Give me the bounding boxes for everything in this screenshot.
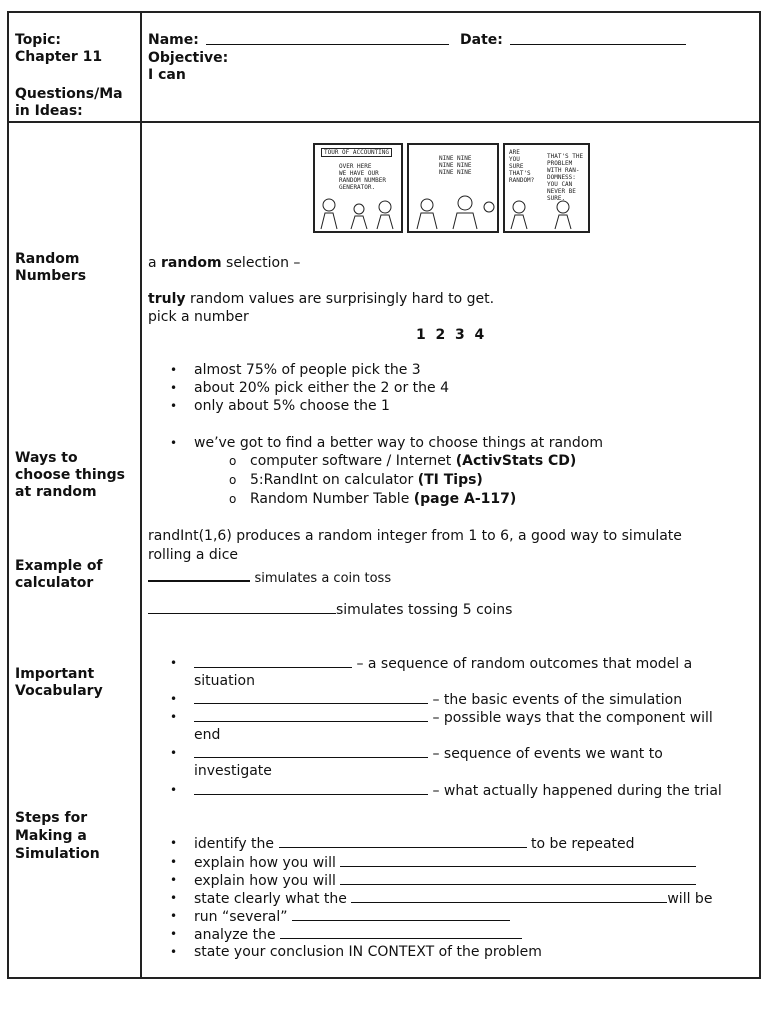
step-5: run “several” xyxy=(194,908,510,926)
step-6: analyze the xyxy=(194,926,522,944)
bullet-marker: • xyxy=(170,381,178,395)
section-steps-3: Simulation xyxy=(15,846,100,862)
bullet-marker: • xyxy=(170,909,178,923)
cartoon-speech-1: OVER HERE WE HAVE OUR RANDOM NUMBER GENERATOR. xyxy=(339,163,386,191)
objective-label: Objective: xyxy=(148,50,229,66)
cartoon-speech-2: NINE NINE NINE NINE NINE NINE xyxy=(439,155,472,176)
vocab-item-4-cont: investigate xyxy=(194,763,272,779)
section-ways-1: Ways to xyxy=(15,450,78,466)
cartoon-panel-1 xyxy=(313,143,403,233)
random-selection-line: a random selection – xyxy=(148,255,301,271)
cartoon-panel-2 xyxy=(407,143,499,233)
randint-line-1: randInt(1,6) produces a random integer from 1 to 6, a good way to simulate xyxy=(148,528,682,544)
bullet-marker: • xyxy=(170,783,178,797)
topic-value: Chapter 11 xyxy=(15,49,103,65)
cartoon-figures-2-icon xyxy=(409,185,497,231)
cartoon-panel-3 xyxy=(503,143,590,233)
pick-number-line: pick a number xyxy=(148,309,249,325)
ways-sub-2: 5:RandInt on calculator (TI Tips) xyxy=(250,472,483,488)
list-item: only about 5% choose the 1 xyxy=(194,398,390,414)
questions-label-1: Questions/Ma xyxy=(15,86,123,102)
truly-random-line: truly random values are surprisingly hard to get. xyxy=(148,291,495,307)
name-label: Name: xyxy=(148,32,199,48)
topic-label: Topic: xyxy=(15,32,62,48)
step-1: identify the to be repeated xyxy=(194,836,635,852)
bullet-marker: • xyxy=(170,656,178,670)
cartoon-speech-3b: THAT'S THE PROBLEM WITH RAN- DOMNESS: YOU CAN NEVER BE SURE. xyxy=(547,153,584,202)
column-divider xyxy=(140,11,142,979)
section-random-1: Random xyxy=(15,251,80,267)
bullet-marker: • xyxy=(170,945,178,959)
cartoon-figures-3-icon xyxy=(505,197,588,231)
section-ways-3: at random xyxy=(15,484,97,500)
ways-sub-3: Random Number Table (page A-117) xyxy=(250,491,517,507)
name-blank[interactable] xyxy=(206,32,449,50)
vocab-item-1: – a sequence of random outcomes that model a xyxy=(194,655,692,673)
section-steps-2: Making a xyxy=(15,828,87,844)
vocab-item-3-cont: end xyxy=(194,727,221,743)
vocab-item-2: – the basic events of the simulation xyxy=(194,691,682,709)
list-item: almost 75% of people pick the 3 xyxy=(194,362,421,378)
vocab-item-1-cont: situation xyxy=(194,673,255,689)
bullet-marker: • xyxy=(170,436,178,450)
step-3: explain how you will xyxy=(194,872,696,890)
randint-line-2: rolling a dice xyxy=(148,547,239,563)
section-vocab-1: Important xyxy=(15,666,95,682)
bullet-marker: • xyxy=(170,746,178,760)
step-2: explain how you will xyxy=(194,854,696,872)
i-can-label: I can xyxy=(148,67,186,83)
cartoon-caption: TOUR OF ACCOUNTING xyxy=(321,148,392,157)
list-item: about 20% pick either the 2 or the 4 xyxy=(194,380,450,396)
bullet-marker: • xyxy=(170,710,178,724)
bullet-marker: • xyxy=(170,836,178,850)
section-example-2: calculator xyxy=(15,575,94,591)
sub-marker: o xyxy=(229,454,237,468)
step-4: state clearly what the will be xyxy=(194,891,713,907)
section-example-1: Example of xyxy=(15,558,103,574)
vocab-item-4: – sequence of events we want to xyxy=(194,745,663,763)
coin-toss-line: simulates a coin toss xyxy=(148,568,391,587)
section-ways-2: choose things xyxy=(15,467,125,483)
section-vocab-2: Vocabulary xyxy=(15,683,103,699)
bullet-marker: • xyxy=(170,363,178,377)
ways-sub-1: computer software / Internet (ActivStats CD) xyxy=(250,453,577,469)
cartoon-speech-3a: ARE YOU SURE THAT'S RANDOM? xyxy=(509,149,535,184)
bullet-marker: • xyxy=(170,927,178,941)
numbers-1234: 1 2 3 4 xyxy=(416,327,485,343)
step-7: state your conclusion IN CONTEXT of the problem xyxy=(194,944,542,960)
questions-label-2: in Ideas: xyxy=(15,103,83,119)
vocab-item-3: – possible ways that the component will xyxy=(194,709,713,727)
date-label: Date: xyxy=(460,32,503,48)
date-blank[interactable] xyxy=(510,32,686,50)
section-steps-1: Steps for xyxy=(15,810,88,826)
cartoon-figures-1-icon xyxy=(315,193,401,231)
bullet-marker: • xyxy=(170,692,178,706)
ways-bullet: we’ve got to find a better way to choose things at random xyxy=(194,435,604,451)
bullet-marker: • xyxy=(170,855,178,869)
vocab-item-5: – what actually happened during the trial xyxy=(194,782,722,800)
five-coins-line: simulates tossing 5 coins xyxy=(148,601,512,619)
sub-marker: o xyxy=(229,492,237,506)
section-random-2: Numbers xyxy=(15,268,87,284)
bullet-marker: • xyxy=(170,873,178,887)
header-divider xyxy=(7,121,761,123)
bullet-marker: • xyxy=(170,891,178,905)
bullet-marker: • xyxy=(170,399,178,413)
sub-marker: o xyxy=(229,473,237,487)
